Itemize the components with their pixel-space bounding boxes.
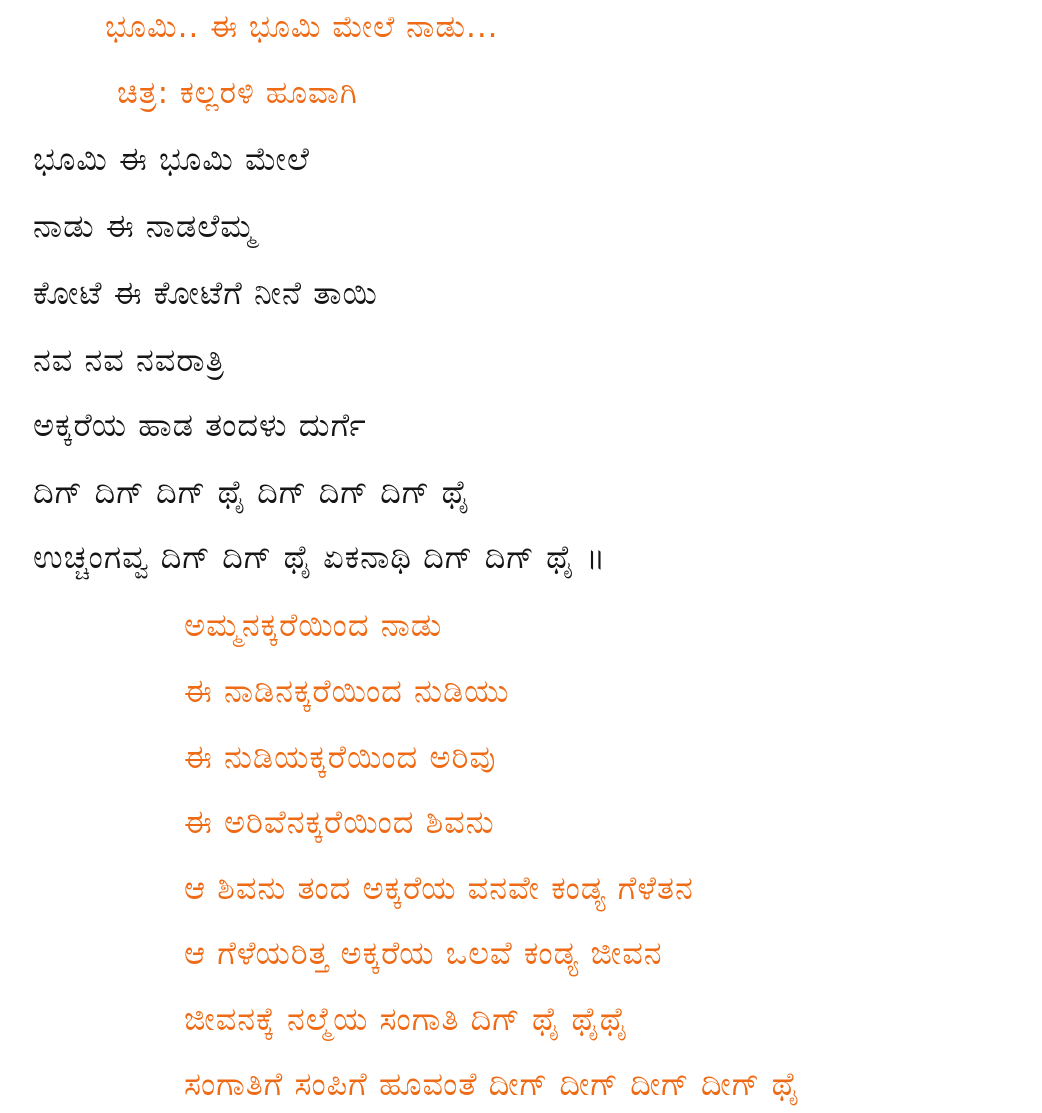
lyrics-line: ಜೀವನಕ್ಕೆ ನಲ್ಮೆಯ ಸಂಗಾತಿ ದಿಗ್ ಥೈ ಥೈಥೈ (184, 1000, 629, 1038)
lyrics-line: ಈ ಅರಿವೆನಕ್ಕರೆಯಿಂದ ಶಿವನು (184, 803, 495, 841)
lyrics-line: ಅಕ್ಕರೆಯ ಹಾಡ ತಂದಳು ದುರ್ಗೆ (33, 406, 367, 444)
lyrics-line: ಸಂಗಾತಿಗೆ ಸಂಪಿಗೆ ಹೂವಂತೆ ದೀಗ್ ದೀಗ್ ದೀಗ್ ದೀಗ್ ಥೈ (184, 1065, 800, 1103)
movie-name: ಚಿತ್ರ: ಕಲ್ಲರಳಿ ಹೂವಾಗಿ (117, 75, 358, 111)
lyrics-line: ಉಚ್ಚಂಗವ್ವ ದಿಗ್ ದಿಗ್ ಥೈ ಏಕನಾಥಿ ದಿಗ್ ದಿಗ್ ಥೈ ॥ (33, 538, 607, 576)
lyrics-line: ದಿಗ್ ದಿಗ್ ದಿಗ್ ಥೈ ದಿಗ್ ದಿಗ್ ದಿಗ್ ಥೈ (33, 473, 470, 511)
lyrics-line: ಅಮ್ಮನಕ್ಕರೆಯಿಂದ ನಾಡು (184, 606, 443, 644)
lyrics-line: ಆ ಶಿವನು ತಂದ ಅಕ್ಕರೆಯ ವನವೇ ಕಂಡ್ಯ ಗೆಳೆತನ (184, 869, 694, 907)
song-title: ಭೂಮಿ.. ಈ ಭೂಮಿ ಮೇಲೆ ನಾಡು... (105, 9, 499, 45)
lyrics-line: ನಾಡು ಈ ನಾಡಲೆಮ್ಮ (33, 207, 257, 245)
lyrics-line: ಆ ಗೆಳೆಯರಿತ್ತ ಅಕ್ಕರೆಯ ಒಲವೆ ಕಂಡ್ಯ ಜೀವನ (184, 934, 663, 972)
lyrics-line: ಕೋಟೆ ಈ ಕೋಟೆಗೆ ನೀನೆ ತಾಯಿ (33, 274, 378, 312)
lyrics-line: ಭೂಮಿ ಈ ಭೂಮಿ ಮೇಲೆ (33, 140, 310, 178)
lyrics-line: ಈ ನಾಡಿನಕ್ಕರೆಯಿಂದ ನುಡಿಯು (184, 672, 510, 710)
lyrics-line: ನವ ನವ ನವರಾತ್ರಿ (33, 341, 225, 379)
lyrics-line: ಈ ನುಡಿಯಕ್ಕರೆಯಿಂದ ಅರಿವು (184, 738, 497, 776)
